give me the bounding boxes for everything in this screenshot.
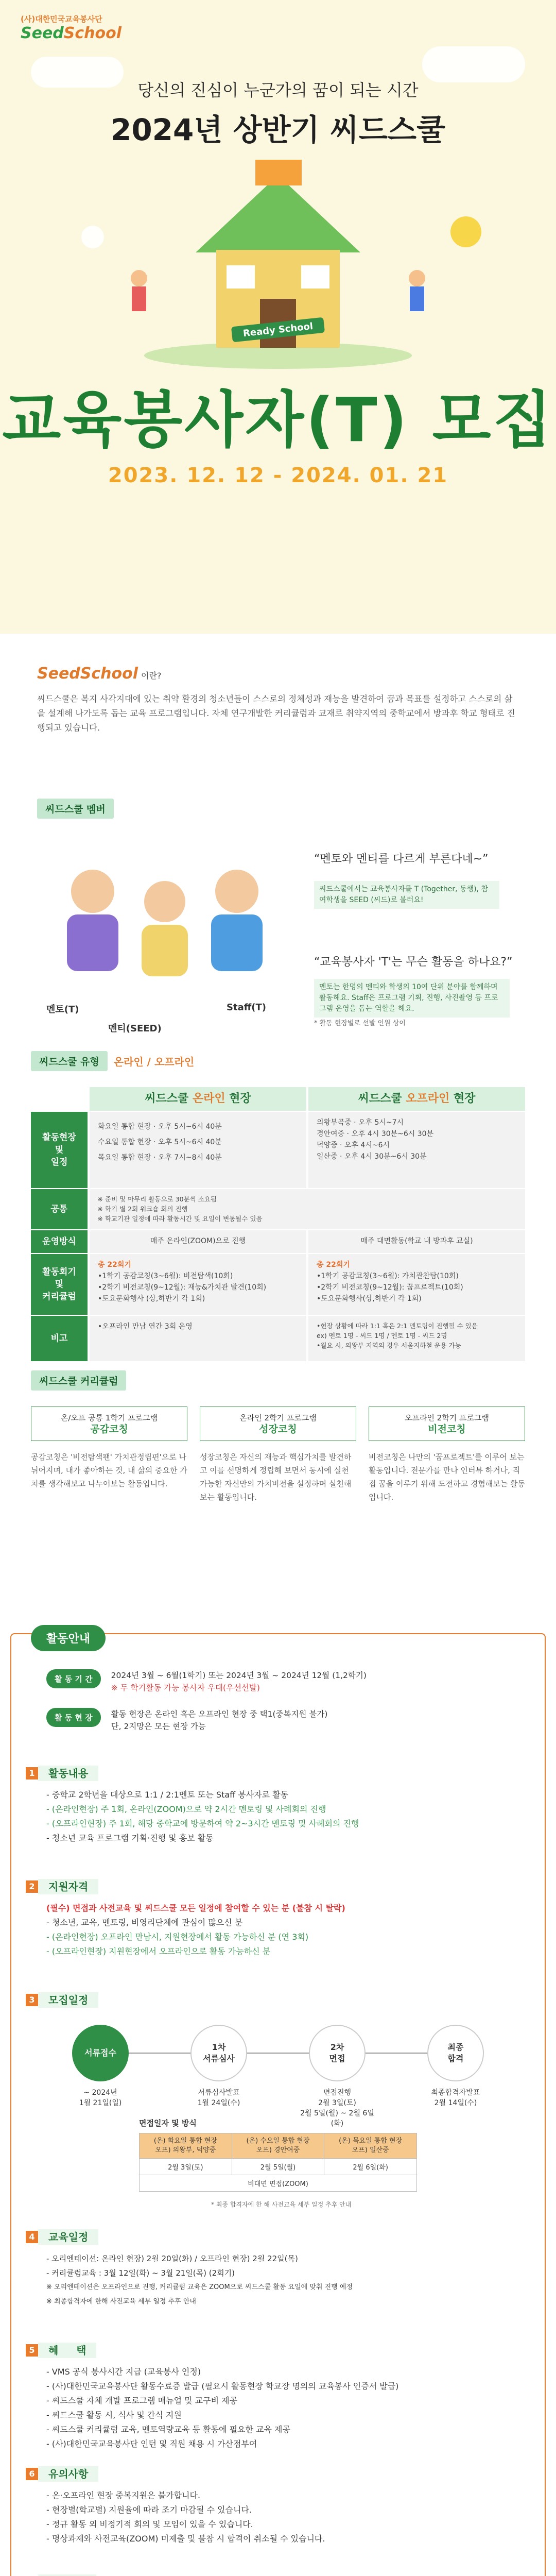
ready-school-sign: Ready School [242, 320, 314, 340]
table-row [31, 1254, 525, 1316]
activity-section [0, 1613, 556, 2576]
step-caption: 서류심사발표 1월 24일(수) [197, 2089, 240, 2107]
note-teacher-role: 멘토는 한명의 멘티와 학생의 10여 단위 분야를 함께하며 활동해요. Staff은 프로그램 기획, 진행, 사진촬영 등 프로그램 운영을 돕는 역할을 해요. [314, 979, 510, 1018]
step-caption: 면접진행 2월 3일(토) 2월 5일(월) ~ 2월 6일(화) [300, 2089, 374, 2128]
section-heading: 활동내용 [38, 1766, 98, 1781]
role-staff: Staff(T) [227, 1002, 267, 1013]
activity-place: 활 동 현 장 활동 현장은 온라인 혹은 오프라인 현장 중 택1(중복지원 불가) 단, 2지망은 모든 현장 가능 [46, 1708, 327, 1733]
table-row [31, 1316, 525, 1362]
step-circle: 최종 합격 [427, 2025, 484, 2081]
row-offline: •현장 상황에 따라 1:1 혹은 2:1 멘토링이 진행될 수 있음 ex) 멘토 1명 - 씨드 1명 / 멘토 1명 - 씨드 2명 •월요 시, 의왕부 지역의 경우 서울지하철 운용 가능 [306, 1316, 525, 1362]
table-corner [31, 1087, 88, 1112]
row-online: 매주 온라인(ZOOM)으로 진행 [88, 1230, 306, 1254]
curriculum-card: 온/오프 공통 1학기 프로그램 공감코칭 공감코칭은 '비전탐색팬' 가치관정립편'으로 나뉘어지며, 내가 좋아하는 것, 내 삶의 중요한 가치를 생각해보고 나누어보는 활동입니다. [31, 1406, 187, 1504]
table-row [31, 1230, 525, 1254]
school-house-illustration [0, 155, 556, 371]
section-body: - VMS 공식 봉사시간 지급 (교육봉사 인정) - (사)대한민국교육봉사단 활동수료증 발급 (필요시 활동현장 학교장 명의의 교육봉사 인증서 발급) - 씨드스쿨 자체 개발 프로그램 매뉴얼 및 교구비 제공 - 씨드스쿨 활동 시, 식사 및 간식 지원 - 씨드스쿨 커리큘럼 교육, 멘토역량교육 등 활동에 필요한 교육 제공 - (사)대한민국교육봉사단 인턴 및 직원 채용 시 가산점부여 [46, 2367, 399, 2449]
row-head: 활동현장 및 일정 [31, 1112, 88, 1189]
step-circle: 2차 면접 [309, 2025, 366, 2081]
steps-line [100, 2053, 456, 2054]
step-caption: 최종합격자발표 2월 14일(수) [431, 2089, 480, 2107]
interview-title: 면접일자 및 방식 [139, 2119, 197, 2128]
brand-name: SeedSchool [21, 24, 122, 42]
hero-subtitle: 당신의 진심이 누군가의 꿈이 되는 시간 [137, 80, 419, 100]
section-number: 4 [26, 2231, 38, 2243]
members-illustration [36, 840, 293, 994]
row-head: 비고 [31, 1316, 88, 1362]
intro-logo: SeedSchool 이란? [37, 665, 162, 683]
quote-teacher-role: “교육봉사자 'T'는 무슨 활동을 하나요?” [314, 956, 513, 969]
intro-section [0, 634, 556, 799]
section-heading: 모집일정 [38, 1992, 98, 2008]
hero-title: 2024년 상반기 씨드스쿨 [110, 112, 446, 147]
section-pill-curriculum: 씨드스쿨 커리큘럼 [31, 1370, 126, 1391]
row-common: ※ 준비 및 마무리 활동으로 30분씩 소요됨 ※ 학기 별 2회 워크숍 회의 진행 ※ 학교기관 일정에 따라 활동시간 및 요일이 변동될수 있음 [88, 1189, 525, 1230]
col-offline-header: 씨드스쿨 오프라인 현장 [306, 1087, 525, 1112]
curriculum-card: 오프라인 2학기 프로그램 비전코칭 비전코칭은 나만의 '꿈프로젝트'를 이루어 보는 활동입니다. 전문가를 만나 인터뷰 하거나, 직접 꿈을 이루기 위해 도전하고 경험해보는 활동입니다. [369, 1406, 525, 1504]
row-offline: 의왕부곡중 · 오후 5시~7시 경안여중 · 오후 4시 30분~6시 30분 덕양중 · 오후 4시~6시 일산중 · 오후 4시 30분~6시 30분 [306, 1112, 525, 1189]
interview-table [139, 2133, 417, 2192]
table-row: 비대면 면접(ZOOM) [140, 2175, 417, 2192]
role-mentor: 멘토(T) [46, 1004, 79, 1015]
note-selection: * 활동 현장별로 선발 인원 상이 [314, 1020, 406, 1027]
activity-period: 활 동 기 간 2024년 3월 ~ 6월(1학기) 또는 2024년 3월 ~ 2024년 12월 (1,2학기) ※ 두 학기활동 가능 봉사자 우대(우선선발) [46, 1669, 367, 1694]
table-header-row [31, 1087, 525, 1112]
activity-title: 활동안내 [31, 1625, 106, 1651]
note-mentor-naming: 씨드스쿨에서는 교육봉사자를 T (Together, 동행), 참여학생을 SEED (씨드)로 불러요! [314, 881, 499, 909]
quote-mentor-naming: “멘토와 멘티를 다르게 부른다네~” [314, 853, 489, 866]
table-row [31, 1189, 525, 1230]
section-body: - 오리엔테이션: 온라인 현장) 2월 20일(화) / 오프라인 현장) 2월 22일(목) - 커리큘럼교육 : 3월 12일(화) ~ 3월 21일(목) (2회기) ※ 오리엔테이션은 오프라인으로 진행, 커리큘럼 교육은 ZOOM으로 씨드스쿨 활동 요일에 맞춰 진행 예정 ※ 최종합격자에 한해 사전교육 세부 일정 추후 안내 [46, 2254, 353, 2306]
row-online: •오프라인 만남 연간 3회 운영 [88, 1316, 306, 1362]
hero-main-title: 교육봉사자(T) 모집 [2, 384, 554, 455]
step-caption: ~ 2024년 1월 21일(일) [79, 2089, 122, 2107]
section-number: 1 [26, 1767, 38, 1780]
table-row: 2월 3일(토) 2월 5일(월) 2월 6일(화) [140, 2159, 417, 2175]
intro-text: 씨드스쿨은 복지 사각지대에 있는 취약 환경의 청소년들이 스스로의 정체성과 재능을 발견하여 꿈과 목표를 설정하고 스스로의 삶을 설계해 나가도록 돕는 교육 프로그램입니다. 자체 연구개발한 커리큘럼과 교재로 취약지역의 중학교에서 방과후 학교 형태로 진행되고 있습니다. [37, 694, 515, 733]
section-heading: 교육일정 [38, 2229, 98, 2245]
members-section [0, 799, 556, 1051]
section-body: - 중학교 2학년을 대상으로 1:1 / 2:1멘토 또는 Staff 봉사자로 활동 - (온라인현장) 주 1회, 온라인(ZOOM)으로 약 2시간 멘토링 및 사례회의 진행 - (오프라인현장) 주 1회, 해당 중학교에 방문하여 약 2~3시간 멘토링 및 사례회의 진행 - 청소년 교육 프로그램 기획·진행 및 홍보 활동 [46, 1790, 359, 1843]
curriculum-section [0, 1370, 556, 1613]
row-online: 총 22회기 •1학기 공감코칭(3~6월): 비전탐색(10회) •2학기 비전코칭(9~12월): 재능&가치관 발견(10회) •토요문화행사 (상,하반기 각 1회) [88, 1254, 306, 1316]
types-header [31, 1051, 525, 1071]
step-circle: 서류접수 [72, 2025, 129, 2081]
table-row: (온) 화요일 통합 현장 오프) 의왕부, 덕양중 (온) 수요일 통합 현장 오프) 경안여중 (온) 목요일 통합 현장 오프) 일산중 [140, 2133, 417, 2159]
curriculum-card: 온라인 2학기 프로그램 성장코칭 성장코칭은 자신의 재능과 핵심가치를 발견하고 이를 선명하게 정립해 보면서 동시에 실천 가능한 자신만의 가치비전을 설정하며 실천해보는 활동입니다. [200, 1406, 356, 1504]
row-head: 활동회기 및 커리큘럼 [31, 1254, 88, 1316]
section-pill-members: 씨드스쿨 멤버 [37, 799, 114, 819]
types-tab: 온라인 / 오프라인 [113, 1056, 195, 1068]
hero-section [0, 0, 556, 634]
interview-note: * 최종 합격자에 한 해 사전교육 세부 일정 추후 안내 [211, 2201, 352, 2208]
section-pill-types: 씨드스쿨 유형 [31, 1051, 108, 1071]
row-head: 공통 [31, 1189, 88, 1230]
row-offline: 매주 대면활동(학교 내 방과후 교실) [306, 1230, 525, 1254]
brand-logo [21, 13, 121, 42]
recruit-period: 2023. 12. 12 - 2024. 01. 21 [108, 464, 448, 487]
section-body: - 온·오프라인 현장 중복지원은 불가합니다. - 현장별(학교별) 지원율에 따라 조기 마감될 수 있습니다. - 정규 활동 외 비정기적 회의 및 모임이 있을 수 있습니다. - 명상과제와 사전교육(ZOOM) 미제출 및 불참 시 합격이 취소될 수 있습니다. [46, 2490, 325, 2544]
table-row [31, 1112, 525, 1189]
types-table [31, 1087, 525, 1362]
section-heading: 혜 택 [38, 2343, 96, 2358]
row-offline: 총 22회기 •1학기 공감코칭(3~6월): 가치관찬탐(10회) •2학기 비전코칭(9~12월): 꿈프로젝트(10회) •토요문화행사(상,하반기 각 1회) [306, 1254, 525, 1316]
row-head: 운영방식 [31, 1230, 88, 1254]
section-number: 2 [26, 1880, 38, 1893]
brand-subtitle: (사)대한민국교육봉사단 [21, 14, 102, 24]
curriculum-columns [31, 1406, 525, 1504]
section-number: 6 [26, 2468, 38, 2480]
section-heading: 지원자격 [38, 1879, 98, 1894]
row-online: 화요일 통합 현장 · 오후 5시~6시 40분 수요일 통합 현장 · 오후 5시~6시 40분 목요일 통합 현장 · 오후 7시~8시 40분 [88, 1112, 306, 1189]
section-heading: 유의사항 [38, 2466, 98, 2482]
section-number: 5 [26, 2344, 38, 2357]
role-mentee: 멘티(SEED) [108, 1023, 162, 1034]
step-circle: 1차 서류심사 [190, 2025, 247, 2081]
section-body: (필수) 면접과 사전교육 및 씨드스쿨 모든 일정에 참여할 수 있는 분 (불참 시 탈락) - 청소년, 교육, 멘토링, 비영리단체에 관심이 많으신 분 - (온라인현장) 오프라인 만남시, 지원현장에서 활동 가능하신 분 (연 3회) - (오프라인현장) 지원현장에서 오프라인으로 활동 가능하신 분 [46, 1903, 345, 1956]
col-online-header: 씨드스쿨 온라인 현장 [88, 1087, 306, 1112]
types-section [0, 1051, 556, 1370]
section-number: 3 [26, 1994, 38, 2006]
